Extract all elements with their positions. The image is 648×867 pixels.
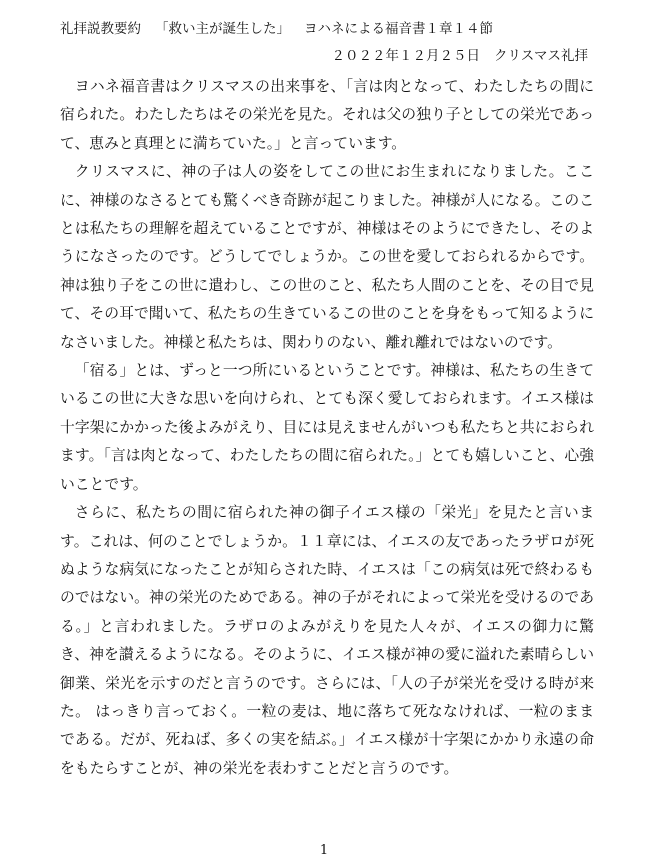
service-date: ２０２２年１２月２５日 (331, 48, 481, 64)
scripture-reference: ヨハネによる福音書１章１４節 (304, 21, 493, 37)
header-title: 礼拝説教要約 (60, 21, 141, 37)
service-name: クリスマス礼拝 (494, 48, 588, 64)
page-number: 1 (319, 843, 329, 858)
date-line (332, 47, 588, 65)
sermon-title: 「救い主が誕生した」 (155, 21, 290, 37)
paragraph: さらに、私たちの間に宿られた神の御子イエス様の「栄光」を見たと言います。これは、何のことでしょうか。１１章には、イエスの友であったラザロが死ぬような病気になったことが知らされた時、イエスは「この病気は死で終わるものではない。神の栄光のためである。神の子がそれによって栄光を受けるのである。」と言われました。ラザロのよみがえりを見た人々が、イエスの御力に驚き、神を讃えるようになる。そのように、イエス様が神の愛に溢れた素晴らしい御業、栄光を示すのだと言うのです。さらには、「人の子が栄光を受ける時が来た。 はっきり言っておく。一粒の麦は、地に落ちて死ななければ、一粒のままである。だが、死ねば、多くの実を結ぶ。」イエス様が十字架にかかり永遠の命をもたらすことが、神の栄光を表わすことだと言うのです。 (60, 504, 594, 777)
sermon-body (60, 73, 594, 783)
paragraph: ヨハネ福音書はクリスマスの出来事を、「言は肉となって、わたしたちの間に宿られた。わたしたちはその栄光を見た。それは父の独り子としての栄光であって、恵みと真理とに満ちていた。」と言っています。 (60, 78, 594, 152)
paragraph: クリスマスに、神の子は人の姿をしてこの世にお生まれになりました。ここに、神様のなさるとても驚くべき奇跡が起こりました。神様が人になる。このことは私たちの理解を超えていることですが、神様はそのようにできたし、そのようになさったのです。どうしてでしょうか。この世を愛しておられるからです。神は独り子をこの世に遣わし、この世のこと、私たち人間のことを、その目で見て、その耳で聞いて、私たちの生きているこの世のことを身をもって知るようになさいました。神様と私たちは、関わりのない、離れ離れではないのです。 (60, 163, 594, 351)
document-header (60, 20, 493, 38)
paragraph: 「宿る」とは、ずっと一つ所にいるということです。神様は、私たちの生きているこの世に大きな思いを向けられ、とても深く愛しておられます。イエス様は十字架にかかった後よみがえり、目には見えませんがいつも私たちと共におられます。「言は肉となって、わたしたちの間に宿られた。」とても嬉しいこと、心強いことです。 (60, 362, 594, 493)
